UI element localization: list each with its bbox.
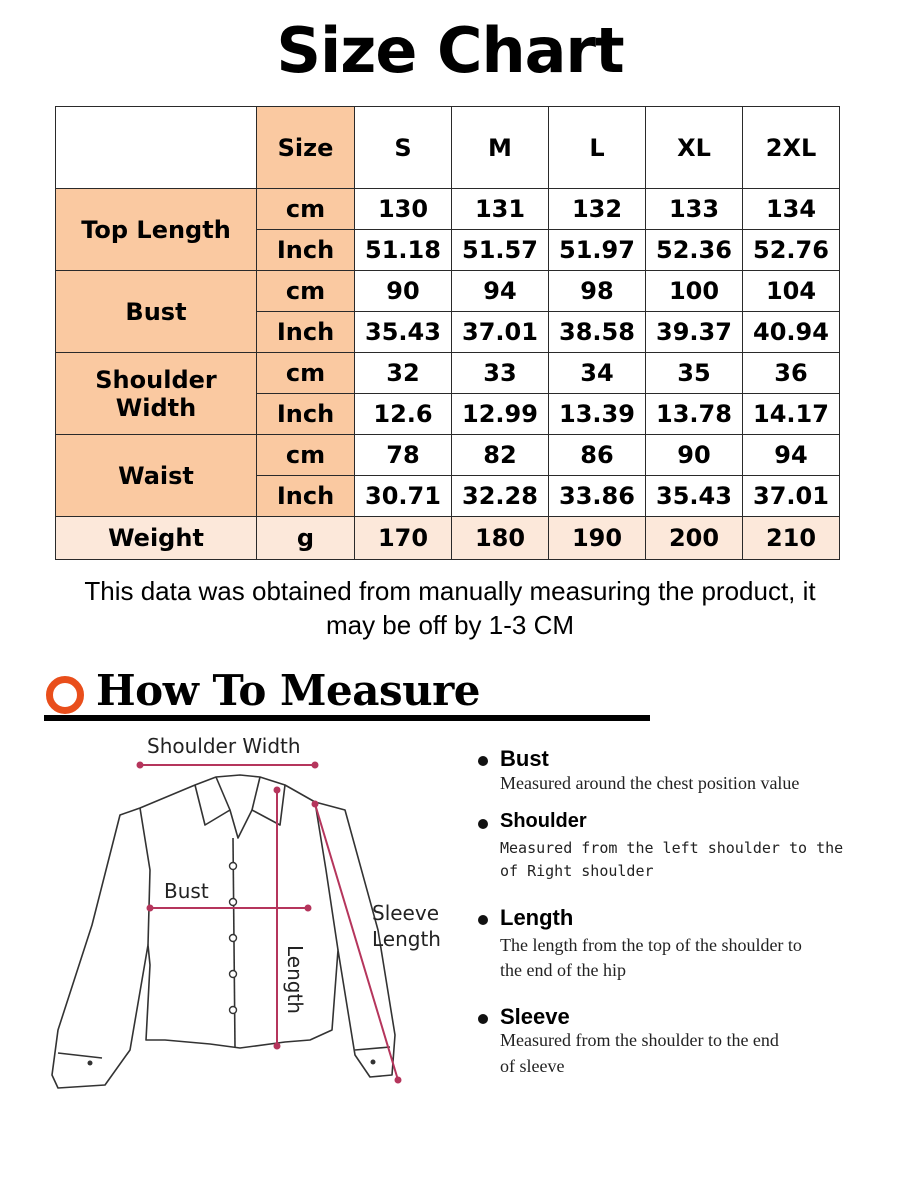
unit-cell: cm <box>257 435 355 476</box>
value-cell: 210 <box>743 517 840 560</box>
value-cell: 98 <box>549 271 646 312</box>
value-cell: 14.17 <box>743 394 840 435</box>
row-label-waist: Waist <box>56 435 257 517</box>
value-cell: 51.18 <box>355 230 452 271</box>
value-cell: 90 <box>646 435 743 476</box>
item-desc-line: The length from the top of the shoulder to <box>500 935 802 955</box>
value-cell: 37.01 <box>452 312 549 353</box>
row-label-bust: Bust <box>56 271 257 353</box>
bullet-icon <box>478 1014 488 1024</box>
unit-cell: g <box>257 517 355 560</box>
length-label: Length <box>283 945 307 1014</box>
value-cell: 33.86 <box>549 476 646 517</box>
value-cell: 37.01 <box>743 476 840 517</box>
size-2xl-header: 2XL <box>743 107 840 189</box>
item-desc-line: Measured around the chest position value <box>500 773 800 793</box>
value-cell: 39.37 <box>646 312 743 353</box>
table-row <box>56 271 840 312</box>
value-cell: 100 <box>646 271 743 312</box>
shirt-diagram-icon <box>40 730 460 1100</box>
value-cell: 30.71 <box>355 476 452 517</box>
size-l-header: L <box>549 107 646 189</box>
circle-bullet-icon <box>46 676 84 714</box>
unit-cell: cm <box>257 271 355 312</box>
value-cell: 134 <box>743 189 840 230</box>
value-cell: 131 <box>452 189 549 230</box>
value-cell: 35.43 <box>646 476 743 517</box>
sleeve-label-line-2: Length <box>372 927 441 951</box>
value-cell: 51.57 <box>452 230 549 271</box>
measurement-note <box>0 574 900 642</box>
value-cell: 132 <box>549 189 646 230</box>
value-cell: 35 <box>646 353 743 394</box>
item-title: Length <box>500 905 574 930</box>
value-cell: 90 <box>355 271 452 312</box>
value-cell: 35.43 <box>355 312 452 353</box>
value-cell: 94 <box>743 435 840 476</box>
value-cell: 180 <box>452 517 549 560</box>
item-desc-line: of Right shoulder <box>500 862 654 880</box>
item-desc-line: Measured from the left shoulder to the <box>500 839 844 857</box>
unit-cell: Inch <box>257 394 355 435</box>
note-line-2: may be off by 1-3 CM <box>325 610 575 640</box>
table-row <box>56 435 840 476</box>
sleeve-label-line-1: Sleeve <box>372 901 440 925</box>
value-cell: 36 <box>743 353 840 394</box>
size-header-cell: Size <box>257 107 355 189</box>
value-cell: 130 <box>355 189 452 230</box>
value-cell: 32 <box>355 353 452 394</box>
size-xl-header: XL <box>646 107 743 189</box>
how-to-measure-title: How To Measure <box>96 666 481 715</box>
value-cell: 13.39 <box>549 394 646 435</box>
bullet-icon <box>478 915 488 925</box>
value-cell: 52.76 <box>743 230 840 271</box>
unit-cell: Inch <box>257 476 355 517</box>
bullet-icon <box>478 819 488 829</box>
value-cell: 170 <box>355 517 452 560</box>
table-row <box>56 353 840 394</box>
size-table <box>55 106 840 560</box>
note-line-1: This data was obtained from manually measuring the product, it <box>84 576 816 606</box>
bust-label: Bust <box>164 879 209 903</box>
header-blank-cell <box>56 107 257 189</box>
table-row-weight <box>56 517 840 560</box>
row-label-top-length: Top Length <box>56 189 257 271</box>
value-cell: 78 <box>355 435 452 476</box>
size-m-header: M <box>452 107 549 189</box>
item-desc-line: the end of the hip <box>500 960 626 980</box>
value-cell: 94 <box>452 271 549 312</box>
table-row <box>56 189 840 230</box>
item-title: Shoulder <box>500 810 587 832</box>
unit-cell: Inch <box>257 230 355 271</box>
item-title: Sleeve <box>500 1004 570 1029</box>
value-cell: 52.36 <box>646 230 743 271</box>
value-cell: 34 <box>549 353 646 394</box>
value-cell: 51.97 <box>549 230 646 271</box>
value-cell: 104 <box>743 271 840 312</box>
unit-cell: cm <box>257 189 355 230</box>
value-cell: 32.28 <box>452 476 549 517</box>
item-desc-line: Measured from the shoulder to the end <box>500 1030 779 1050</box>
value-cell: 200 <box>646 517 743 560</box>
shoulder-width-label: Shoulder Width <box>147 734 301 758</box>
page-title: Size Chart <box>276 14 624 87</box>
value-cell: 12.99 <box>452 394 549 435</box>
item-title: Bust <box>500 746 549 771</box>
value-cell: 13.78 <box>646 394 743 435</box>
unit-cell: cm <box>257 353 355 394</box>
size-s-header: S <box>355 107 452 189</box>
value-cell: 86 <box>549 435 646 476</box>
value-cell: 12.6 <box>355 394 452 435</box>
value-cell: 40.94 <box>743 312 840 353</box>
value-cell: 133 <box>646 189 743 230</box>
row-label-weight: Weight <box>56 517 257 560</box>
row-label-shoulder-width: Shoulder Width <box>56 353 257 435</box>
item-desc-line: of sleeve <box>500 1056 565 1076</box>
title-underline <box>44 715 650 721</box>
table-header-row <box>56 107 840 189</box>
unit-cell: Inch <box>257 312 355 353</box>
value-cell: 38.58 <box>549 312 646 353</box>
value-cell: 82 <box>452 435 549 476</box>
value-cell: 190 <box>549 517 646 560</box>
bullet-icon <box>478 756 488 766</box>
value-cell: 33 <box>452 353 549 394</box>
